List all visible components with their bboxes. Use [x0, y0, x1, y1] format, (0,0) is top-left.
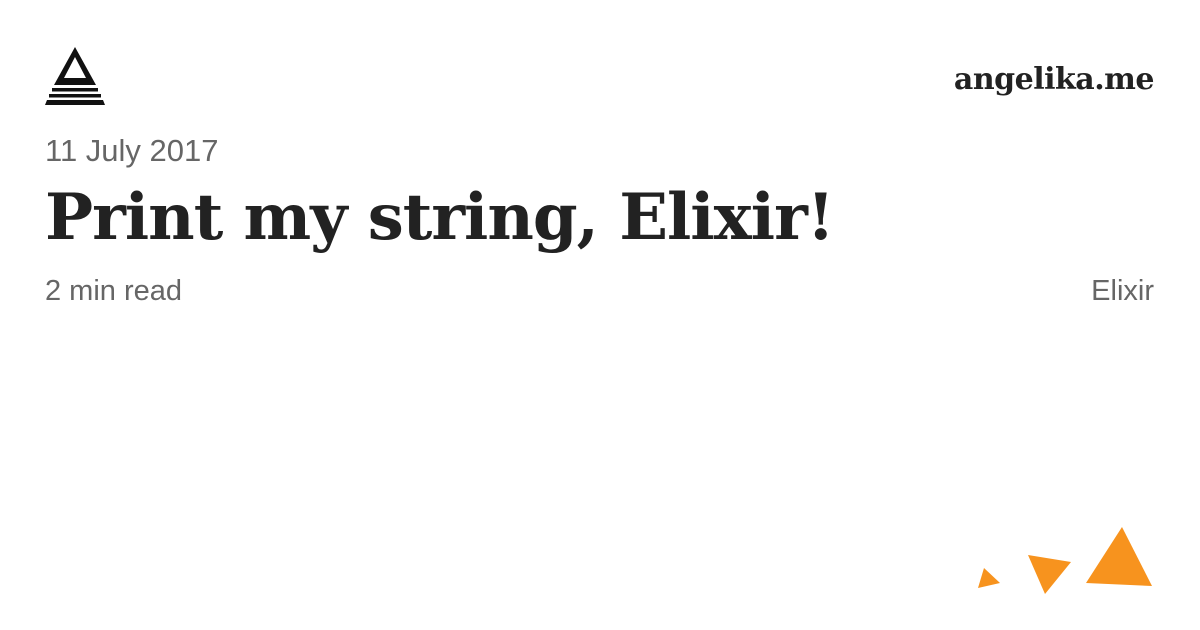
large-triangle	[1086, 527, 1152, 586]
triangle-logo-icon	[45, 45, 105, 105]
small-triangle	[978, 568, 1000, 588]
post-tag[interactable]: Elixir	[1091, 275, 1154, 307]
post-date: 11 July 2017	[45, 133, 219, 168]
site-name[interactable]: angelika.me	[953, 62, 1154, 97]
orange-triangles-icon	[970, 520, 1160, 600]
read-time: 2 min read	[45, 275, 183, 307]
medium-triangle	[1028, 555, 1071, 594]
post-title: Print my string, Elixir!	[45, 180, 834, 255]
